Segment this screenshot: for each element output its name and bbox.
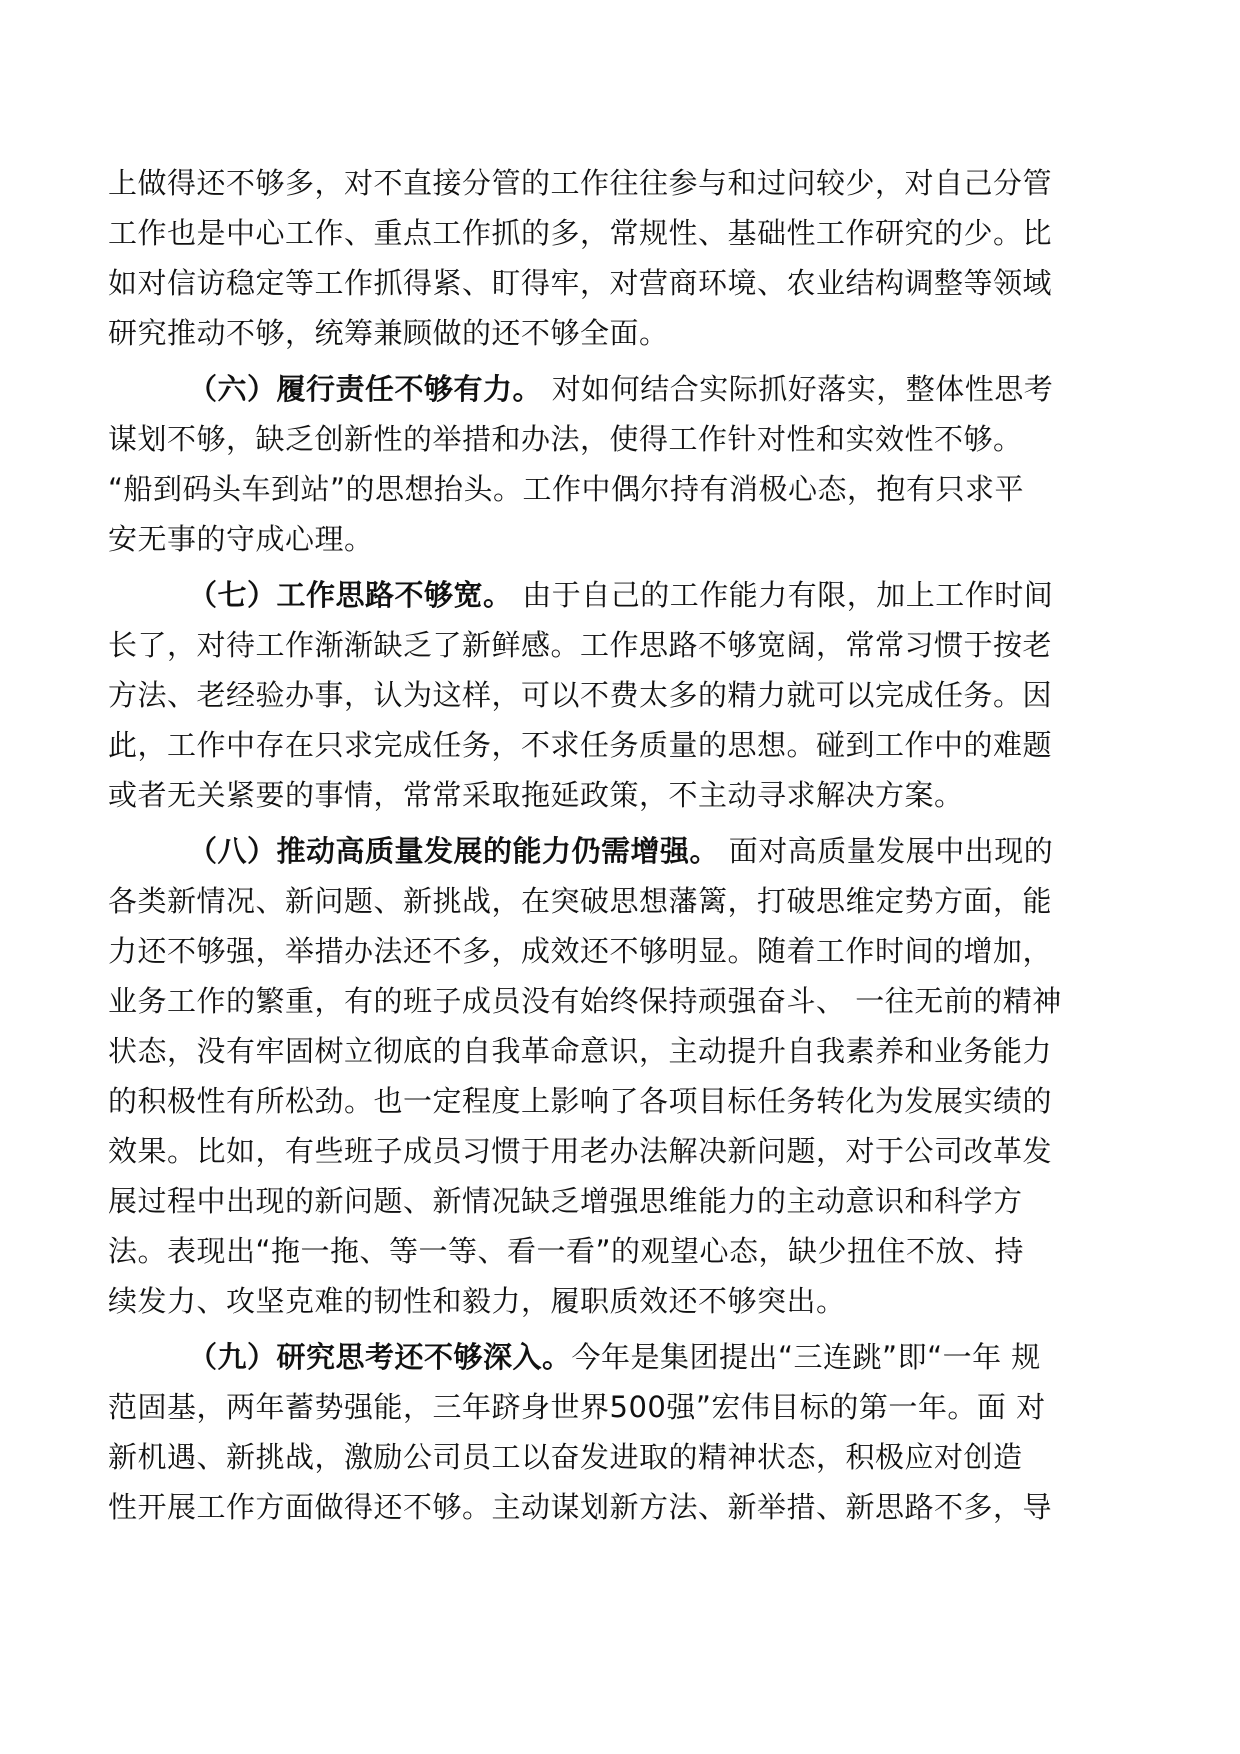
section-heading: （六）履行责任不够有力。 (188, 372, 543, 406)
paragraph-section-7 (108, 570, 1120, 820)
section-heading: （八）推动高质量发展的能力仍需增强。 (188, 834, 720, 868)
text-run: 对如何结合实际抓好落实，整体性思考 (542, 372, 1054, 406)
section-heading: （九）研究思考还不够深入。 (188, 1340, 572, 1374)
text-line: 研究推动不够，统筹兼顾做的还不够全面。 (108, 316, 669, 350)
text-line: 的积极性有所松劲。也一定程度上影响了各项目标任务转化为发展实绩的 (108, 1084, 1053, 1118)
text-line: “船到码头车到站”的思想抬头。工作中偶尔持有消极心态，抱有只求平 (108, 472, 1025, 506)
text-line: 如对信访稳定等工作抓得紧、盯得牢，对营商环境、农业结构调整等领域 (108, 266, 1053, 300)
text-line: 新机遇、新挑战，激励公司员工以奋发进取的精神状态，积极应对创造 (108, 1440, 1023, 1474)
paragraph-intro (108, 158, 1120, 358)
text-run: 面对高质量发展中出现的 (719, 834, 1054, 868)
text-line: 性开展工作方面做得还不够。主动谋划新方法、新举措、新思路不多，导 (108, 1490, 1053, 1524)
text-line: 安无事的守成心理。 (108, 522, 374, 556)
paragraph-section-9 (108, 1332, 1120, 1532)
text-line: 力还不够强，举措办法还不多，成效还不够明显。随着工作时间的增加， (108, 934, 1053, 968)
text-line: 方法、老经验办事，认为这样，可以不费太多的精力就可以完成任务。因 (108, 678, 1053, 712)
text-line: 法。表现出“拖一拖、等一等、看一看”的观望心态，缺少扭住不放、持 (108, 1234, 1025, 1268)
text-line: 此，工作中存在只求完成任务，不求任务质量的思想。碰到工作中的难题 (108, 728, 1053, 762)
text-line: 或者无关紧要的事情，常常采取拖延政策，不主动寻求解决方案。 (108, 778, 964, 812)
text-line: 状态，没有牢固树立彻底的自我革命意识，主动提升自我素养和业务能力 (108, 1034, 1053, 1068)
text-line: 上做得还不够多，对不直接分管的工作往往参与和过问较少，对自己分管 (108, 166, 1053, 200)
text-line: 展过程中出现的新问题、新情况缺乏增强思维能力的主动意识和科学方 (108, 1184, 1023, 1218)
text-line: 各类新情况、新问题、新挑战，在突破思想藩篱，打破思维定势方面，能 (108, 884, 1053, 918)
text-line: 谋划不够，缺乏创新性的举措和办法，使得工作针对性和实效性不够。 (108, 422, 1023, 456)
text-line (108, 1332, 1120, 1382)
text-line: 工作也是中心工作、重点工作抓的多，常规性、基础性工作研究的少。比 (108, 216, 1053, 250)
text-line: 业务工作的繁重，有的班子成员没有始终保持顽强奋斗、 一往无前的精神 (108, 984, 1062, 1018)
paragraph-section-6 (108, 364, 1120, 564)
text-line: 长了，对待工作渐渐缺乏了新鲜感。工作思路不够宽阔，常常习惯于按老 (108, 628, 1053, 662)
text-line (108, 826, 1120, 876)
text-run: 今年是集团提出“三连跳”即“一年 规 (571, 1340, 1041, 1374)
paragraph-section-8 (108, 826, 1120, 1326)
text-line: 效果。比如，有些班子成员习惯于用老办法解决新问题，对于公司改革发 (108, 1134, 1053, 1168)
text-run: 由于自己的工作能力有限，加上工作时间 (512, 578, 1054, 612)
document-page (108, 158, 1120, 1532)
text-line: 续发力、攻坚克难的韧性和毅力，履职质效还不够突出。 (108, 1284, 846, 1318)
text-line (108, 570, 1120, 620)
text-line (108, 364, 1120, 414)
text-line: 范固基，两年蓄势强能，三年跻身世界500强”宏伟目标的第一年。面 对 (108, 1390, 1046, 1424)
section-heading: （七）工作思路不够宽。 (188, 578, 513, 612)
